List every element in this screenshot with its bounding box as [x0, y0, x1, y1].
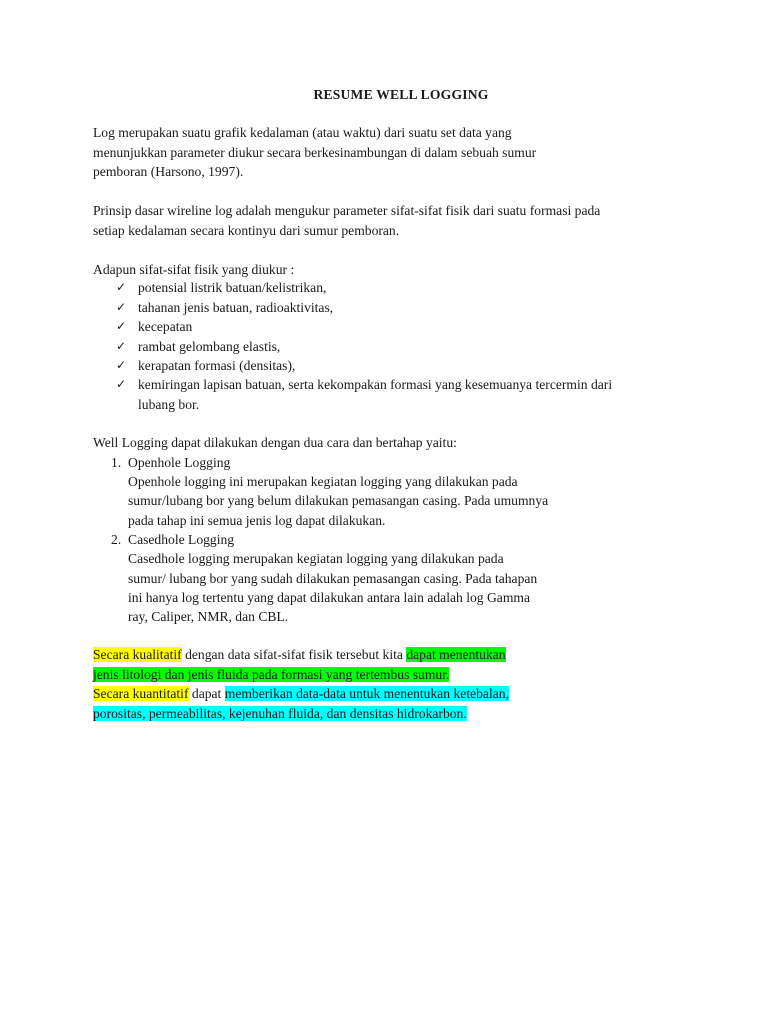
numbered-body-line: sumur/lubang bor yang belum dilakukan pemasangan casing. Pada umumnya: [128, 493, 549, 508]
numbered-body-line: ray, Caliper, NMR, dan CBL.: [128, 609, 289, 624]
checklist-item: kerapatan formasi (densitas),: [138, 358, 296, 373]
checkmark-icon: ✓: [116, 377, 127, 391]
numbered-heading-openhole: Openhole Logging: [128, 455, 231, 470]
numbered-body-line: Casedhole logging merupakan kegiatan logging yang dilakukan pada: [128, 551, 504, 566]
highlight-line-3: [93, 684, 509, 704]
para1-line-1: Log merupakan suatu grafik kedalaman (atau waktu) dari suatu set data yang: [93, 125, 512, 140]
numbered-body-line: pada tahap ini semua jenis log dapat dilakukan.: [128, 513, 386, 528]
numbered-body-line: sumur/ lubang bor yang sudah dilakukan pemasangan casing. Pada tahapan: [128, 571, 538, 586]
numbered-body-line: ini hanya log tertentu yang dapat dilakukan antara lain adalah log Gamma: [128, 590, 531, 605]
list-intro: Adapun sifat-sifat fisik yang diukur :: [93, 262, 295, 277]
checkmark-icon: ✓: [116, 319, 127, 333]
numbered-heading-casedhole: Casedhole Logging: [128, 532, 235, 547]
para2-line-2: setiap kedalaman secara kontinyu dari sumur pemboran.: [93, 223, 400, 238]
numbered-body-line: Openhole logging ini merupakan kegiatan logging yang dilakukan pada: [128, 474, 518, 489]
highlight-line-2: [93, 665, 449, 685]
highlight-plain-text: dengan data sifat-sifat fisik tersebut kita: [181, 647, 407, 662]
para1-line-3: pemboran (Harsono, 1997).: [93, 164, 244, 179]
para1-line-2: menunjukkan parameter diukur secara berkesinambungan di dalam sebuah sumur: [93, 145, 537, 160]
document-title: RESUME WELL LOGGING: [313, 87, 489, 102]
highlight-yellow: Secara kuantitatif: [93, 686, 189, 701]
checklist-item: tahanan jenis batuan, radioaktivitas,: [138, 300, 334, 315]
checkmark-icon: ✓: [116, 280, 127, 294]
highlight-plain-text: dapat: [188, 686, 225, 701]
highlight-yellow: Secara kualitatif: [93, 647, 182, 662]
checklist-item: potensial listrik batuan/kelistrikan,: [138, 280, 327, 295]
highlight-line-4: [93, 704, 467, 724]
highlight-line-1: [93, 645, 506, 665]
checkmark-icon: ✓: [116, 300, 127, 314]
checklist-item: rambat gelombang elastis,: [138, 339, 281, 354]
highlight-green: dapat menentukan: [406, 647, 506, 662]
checkmark-icon: ✓: [116, 358, 127, 372]
highlight-green: jenis litologi dan jenis fluida pada formasi yang tertembus sumur.: [93, 667, 450, 682]
highlight-cyan: memberikan data-data untuk menentukan ketebalan,: [224, 686, 509, 701]
checklist-item: kecepatan: [138, 319, 193, 334]
checklist-item-continuation: lubang bor.: [138, 397, 200, 412]
list-number: 1.: [111, 455, 122, 470]
para2-line-1: Prinsip dasar wireline log adalah mengukur parameter sifat-sifat fisik dari suatu formasi pada: [93, 203, 601, 218]
highlight-cyan: porositas, permeabilitas, kejenuhan fluida, dan densitas hidrokarbon.: [93, 706, 467, 721]
checklist-item: kemiringan lapisan batuan, serta kekompakan formasi yang kesemuanya tercermin dari: [138, 377, 613, 392]
list-number: 2.: [111, 532, 122, 547]
checkmark-icon: ✓: [116, 339, 127, 353]
para3: Well Logging dapat dilakukan dengan dua cara dan bertahap yaitu:: [93, 435, 457, 450]
